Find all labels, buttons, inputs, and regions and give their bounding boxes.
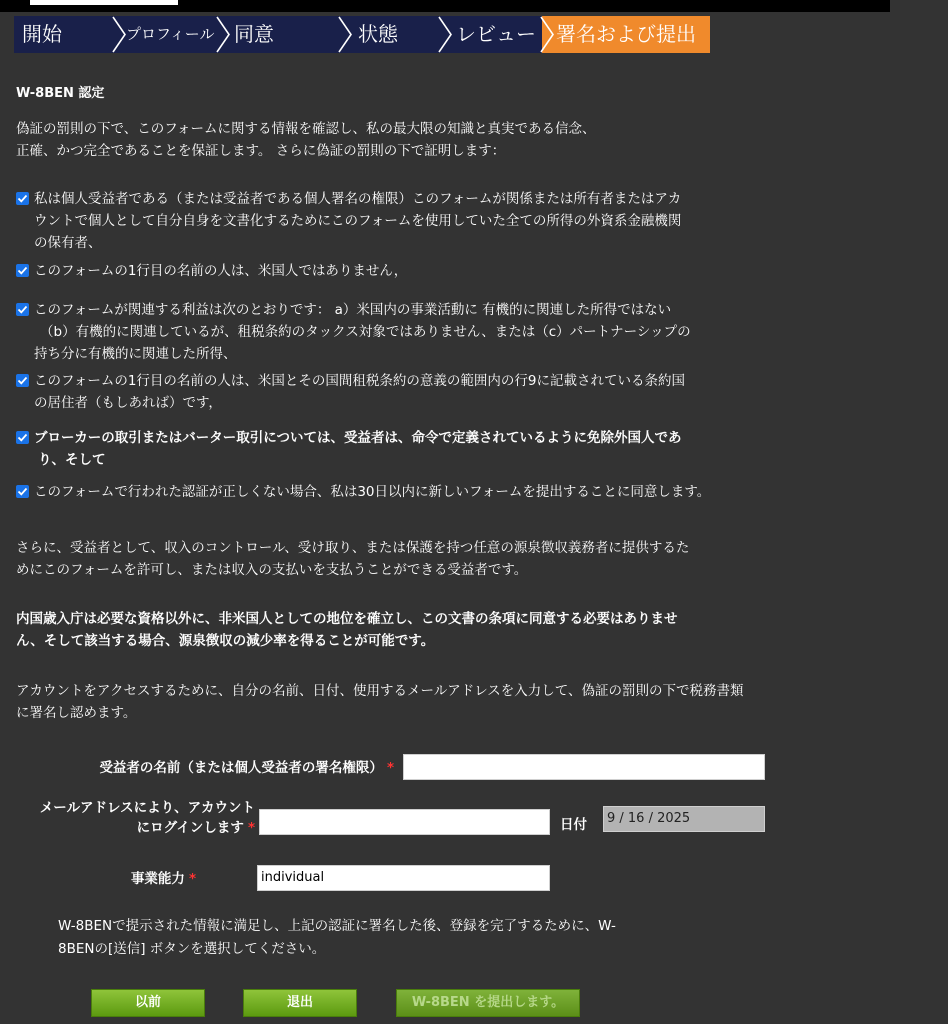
chevron-right-icon	[538, 16, 558, 53]
label-text: にログインします	[136, 820, 244, 836]
top-white-tab	[30, 0, 178, 5]
step-sign-submit[interactable]	[542, 16, 710, 53]
date-label: 日付	[560, 817, 587, 833]
step-label: プロフィール	[126, 25, 215, 43]
chevron-right-icon	[336, 16, 356, 53]
required-mark: *	[188, 871, 196, 887]
certification-text	[34, 427, 774, 471]
capacity-input[interactable]: individual	[257, 865, 550, 891]
name-input[interactable]	[403, 754, 765, 780]
email-field-label	[10, 798, 255, 838]
certification-line: の保有者、	[34, 235, 102, 251]
exit-button[interactable]: 退出	[243, 989, 357, 1017]
required-mark: *	[247, 820, 255, 836]
intro-line: 正確、かつ完全であることを保証します。 さらに偽証の罰則の下で証明します：	[16, 143, 506, 159]
label-text: 受益者の名前（または個人受益者の署名権限）	[99, 760, 383, 776]
irs-paragraph	[16, 608, 796, 652]
intro-paragraph	[16, 118, 796, 162]
paragraph-line: めにこのフォームを許可し、または収入の支払いを支払うことができる受益者です。	[16, 562, 528, 578]
paragraph-line: さらに、受益者として、収入のコントロール、受け取り、または保護を持つ任意の源泉徴収義務者に提供するた	[16, 540, 690, 556]
form-heading: W-8BEN 認定	[16, 86, 105, 101]
certification-text	[34, 188, 774, 254]
step-consent[interactable]	[218, 16, 340, 53]
certification-line: このフォームの1行目の名前の人は、米国とその国間租税条約の意義の範囲内の行9に記載されている条約国	[34, 373, 686, 389]
certification-text	[34, 481, 814, 503]
checkbox-checked[interactable]	[16, 192, 29, 205]
chevron-right-icon	[110, 16, 130, 53]
certification-text	[34, 299, 774, 365]
checkbox-checked[interactable]	[16, 303, 29, 316]
step-start[interactable]	[14, 16, 114, 53]
certification-line: このフォームが関連する利益は次のとおりです： a）米国内の事業活動に 有機的に関連した所得ではない	[34, 302, 672, 318]
final-instruction	[58, 915, 698, 961]
top-bar	[0, 0, 890, 12]
chevron-right-icon	[436, 16, 456, 53]
step-label: 署名および提出	[556, 22, 696, 46]
step-label: レビュー	[456, 22, 536, 46]
certification-line: このフォームの1行目の名前の人は、米国人ではありません，	[34, 263, 408, 279]
step-label: 同意	[234, 22, 274, 46]
capacity-field-label	[100, 869, 196, 889]
checkbox-checked[interactable]	[16, 264, 29, 277]
certification-line: り、そして	[38, 452, 106, 468]
checkbox-checked[interactable]	[16, 374, 29, 387]
certification-text	[34, 260, 774, 282]
paragraph-line: 内国歳入庁は必要な資格以外に、非米国人としての地位を確立し、この文書の条項に同意する必要はありませ	[16, 611, 678, 627]
chevron-right-icon	[214, 16, 234, 53]
certification-line: ブローカーの取引またはバーター取引については、受益者は、命令で定義されているように免除外国人であ	[34, 430, 682, 446]
beneficiary-paragraph	[16, 537, 796, 581]
paragraph-line: 8BENの[送信] ボタンを選択してください。	[58, 941, 326, 957]
certification-line: （b）有機的に関連しているが、租税条約のタックス対象ではありません、または（c）パートナーシップの	[40, 324, 691, 340]
certification-line: の居住者（もしあれば）です，	[34, 395, 222, 411]
certification-line: 持ち分に有機的に関連した所得、	[34, 346, 237, 362]
certification-line: ウントで個人として自分自身を文書化するためにこのフォームを使用していた全ての所得の外資系金融機関	[34, 213, 682, 229]
checkbox-checked[interactable]	[16, 485, 29, 498]
intro-line: 偽証の罰則の下で、このフォームに関する情報を確認し、私の最大限の知識と真実である信念、	[16, 121, 596, 137]
email-input[interactable]	[259, 809, 550, 835]
certification-line: 私は個人受益者である（または受益者である個人署名の権限）このフォームが関係または所有者またはアカ	[34, 191, 682, 207]
checkbox-checked[interactable]	[16, 431, 29, 444]
sign-instruction-paragraph	[16, 680, 836, 724]
label-text: 事業能力	[130, 871, 185, 887]
step-label: 状態	[358, 22, 398, 46]
certification-line: このフォームで行われた認証が正しくない場合、私は30日以内に新しいフォームを提出することに同意します。	[34, 484, 711, 500]
name-field-label	[20, 758, 394, 778]
previous-button[interactable]: 以前	[91, 989, 205, 1017]
paragraph-line: に署名し認めます。	[16, 705, 137, 721]
paragraph-line: W-8BENで提示された情報に満足し、上記の認証に署名した後、登録を完了するために、W-	[58, 918, 616, 934]
paragraph-line: ん、そして該当する場合、源泉徴収の減少率を得ることが可能です。	[16, 633, 435, 649]
step-label: 開始	[22, 22, 62, 46]
date-field: 9 / 16 / 2025	[603, 806, 765, 832]
submit-w8ben-button[interactable]: W-8BEN を提出します。	[396, 989, 580, 1017]
step-navigation	[14, 16, 710, 53]
label-text: メールアドレスにより、アカウント	[39, 800, 255, 816]
required-mark: *	[386, 760, 394, 776]
paragraph-line: アカウントをアクセスするために、自分の名前、日付、使用するメールアドレスを入力して、偽証の罰則の下で税務書類	[16, 683, 744, 699]
certification-text	[34, 370, 774, 414]
